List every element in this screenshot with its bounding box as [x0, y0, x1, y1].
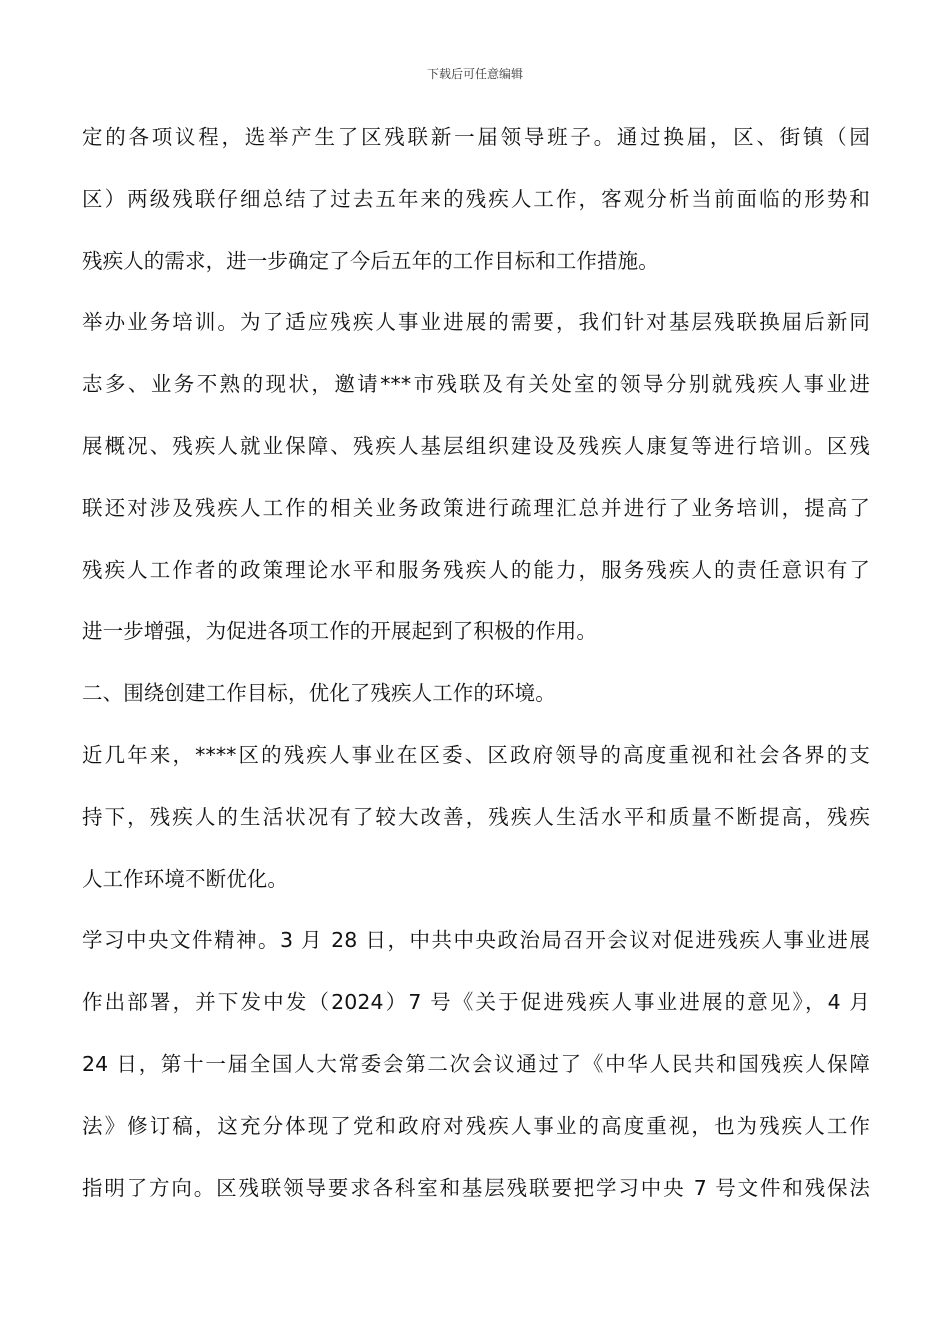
body-line: 学习中央文件精神。3 月 28 日，中共中央政治局召开会议对促进残疾人事业进展 — [82, 928, 870, 953]
body-line: 区）两级残联仔细总结了过去五年来的残疾人工作，客观分析当前面临的形势和 — [82, 186, 870, 211]
body-line: 进一步增强，为促进各项工作的开展起到了积极的作用。 — [82, 619, 597, 644]
body-line: 作出部署，并下发中发（2024）7 号《关于促进残疾人事业进展的意见》，4 月 — [82, 990, 870, 1015]
body-line: 定的各项议程，选举产生了区残联新一届领导班子。通过换届，区、街镇（园 — [82, 125, 870, 149]
body-line: 法》修订稿，这充分体现了党和政府对残疾人事业的高度重视，也为残疾人工作 — [82, 1113, 870, 1138]
body-line: 志多、业务不熟的现状，邀请***市残联及有关处室的领导分别就残疾人事业进 — [82, 372, 870, 397]
body-line: 人工作环境不断优化。 — [82, 866, 288, 891]
body-line: 展概况、残疾人就业保障、残疾人基层组织建设及残疾人康复等进行培训。区残 — [82, 433, 870, 458]
body-line: 24 日，第十一届全国人大常委会第二次会议通过了《中华人民共和国残疾人保障 — [82, 1051, 870, 1076]
header-note: 下载后可任意编辑 — [426, 67, 523, 81]
body-line: 联还对涉及残疾人工作的相关业务政策进行疏理汇总并进行了业务培训，提高了 — [82, 495, 870, 520]
body-line: 持下，残疾人的生活状况有了较大改善，残疾人生活水平和质量不断提高，残疾 — [82, 804, 870, 829]
body-line: 近几年来，****区的残疾人事业在区委、区政府领导的高度重视和社会各界的支 — [82, 742, 870, 767]
document-body — [82, 112, 870, 1224]
body-line: 残疾人的需求，进一步确定了今后五年的工作目标和工作措施。 — [82, 248, 659, 273]
body-line: 残疾人工作者的政策理论水平和服务残疾人的能力，服务残疾人的责任意识有了 — [82, 557, 870, 582]
body-line: 举办业务培训。为了适应残疾人事业进展的需要，我们针对基层残联换届后新同 — [82, 310, 870, 335]
body-line: 指明了方向。区残联领导要求各科室和基层残联要把学习中央 7 号文件和残保法 — [82, 1175, 870, 1200]
section-heading: 二、围绕创建工作目标，优化了残疾人工作的环境。 — [82, 681, 556, 706]
